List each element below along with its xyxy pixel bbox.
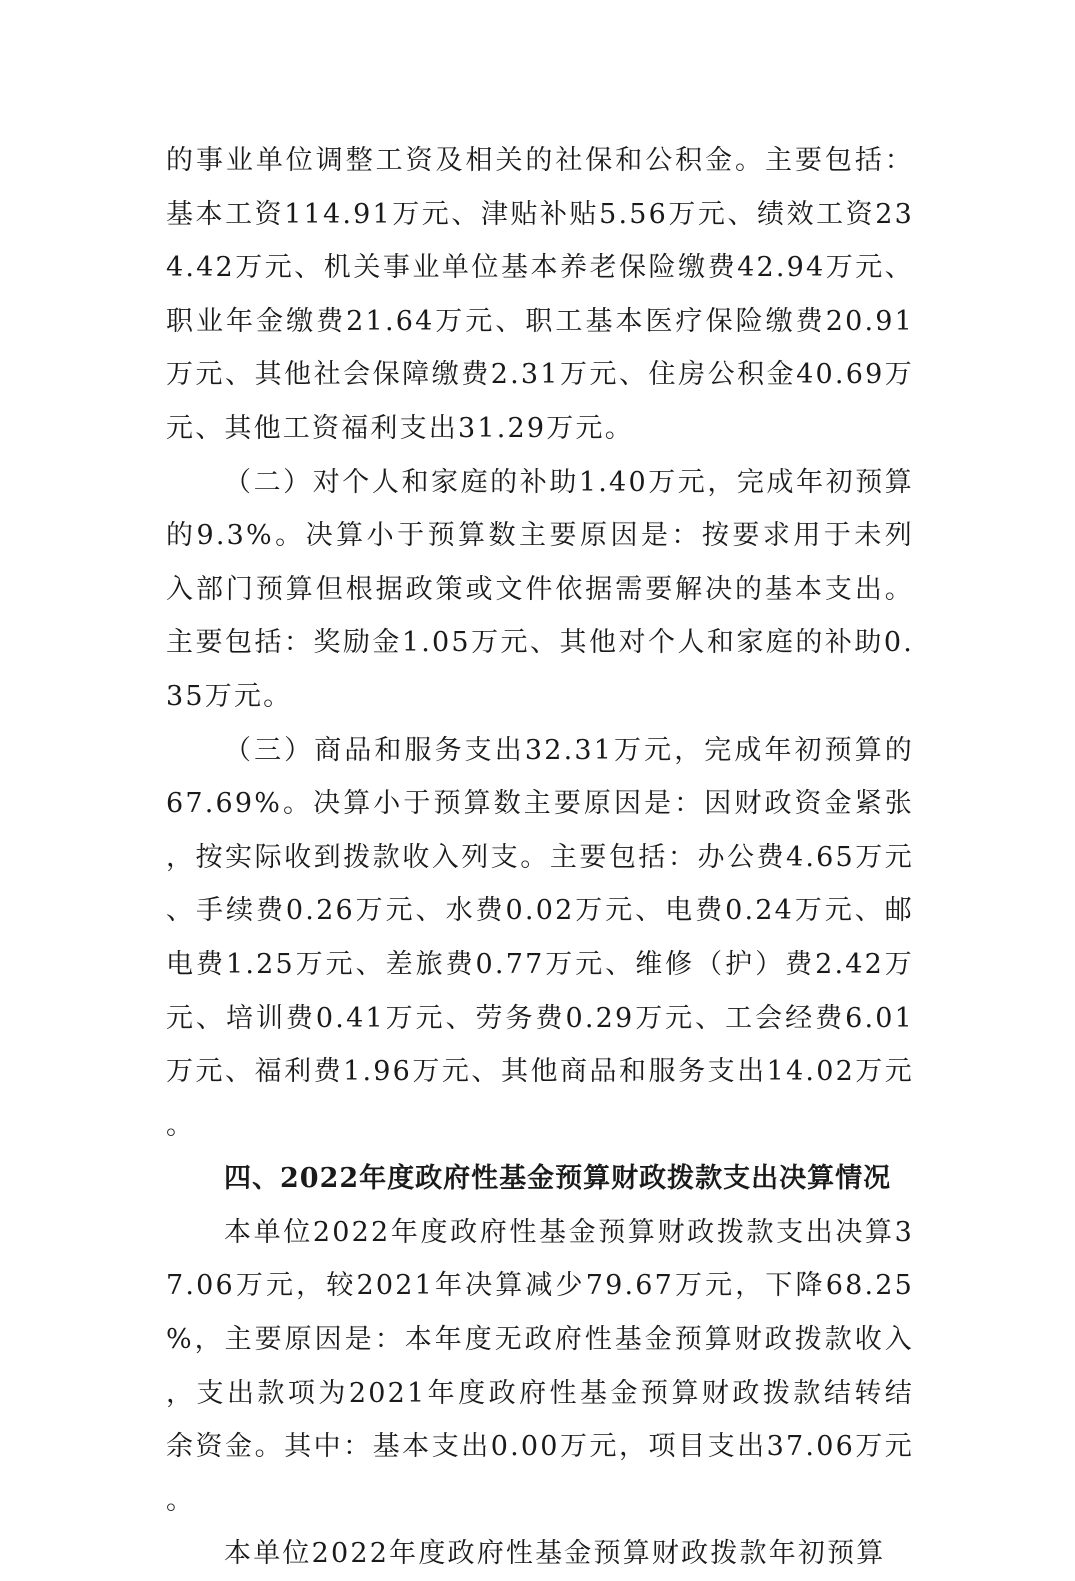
paragraph-family-subsidies: （二）对个人和家庭的补助1.40万元，完成年初预算的9.3%。决算小于预算数主要原因是：按要求用于未列入部门预算但根据政策或文件依据需要解决的基本支出。主要包括：奖励金1.05万元、其他对个人和家庭的补助0.35万元。	[166, 466, 914, 712]
document-body	[166, 134, 914, 1581]
paragraph-goods-and-services: （三）商品和服务支出32.31万元，完成年初预算的67.69%。决算小于预算数主要原因是：因财政资金紧张，按实际收到拨款收入列支。主要包括：办公费4.65万元、手续费0.26万元、水费0.02万元、电费0.24万元、邮电费1.25万元、差旅费0.77万元、维修（护）费2.42万元、培训费0.41万元、劳务费0.29万元、工会经费6.01万元、福利费1.96万元、其他商品和服务支出14.02万元。	[166, 734, 914, 1141]
paragraph-government-fund-summary: 本单位2022年度政府性基金预算财政拨款支出决算37.06万元，较2021年决算减少79.67万元，下降68.25%，主要原因是：本年度无政府性基金预算财政拨款收入，支出款项为2021年度政府性基金预算财政拨款结转结余资金。其中：基本支出0.00万元，项目支出37.06万元。	[166, 1216, 914, 1516]
paragraph-personnel-expenses-continued: 的事业单位调整工资及相关的社保和公积金。主要包括：基本工资114.91万元、津贴补贴5.56万元、绩效工资234.42万元、机关事业单位基本养老保险缴费42.94万元、职业年金缴费21.64万元、职工基本医疗保险缴费20.91万元、其他社会保障缴费2.31万元、住房公积金40.69万元、其他工资福利支出31.29万元。	[166, 145, 914, 444]
paragraph-government-fund-budget: 本单位2022年度政府性基金预算财政拨款年初预算	[224, 1538, 886, 1570]
section-heading-government-fund: 四、2022年度政府性基金预算财政拨款支出决算情况	[224, 1163, 892, 1195]
